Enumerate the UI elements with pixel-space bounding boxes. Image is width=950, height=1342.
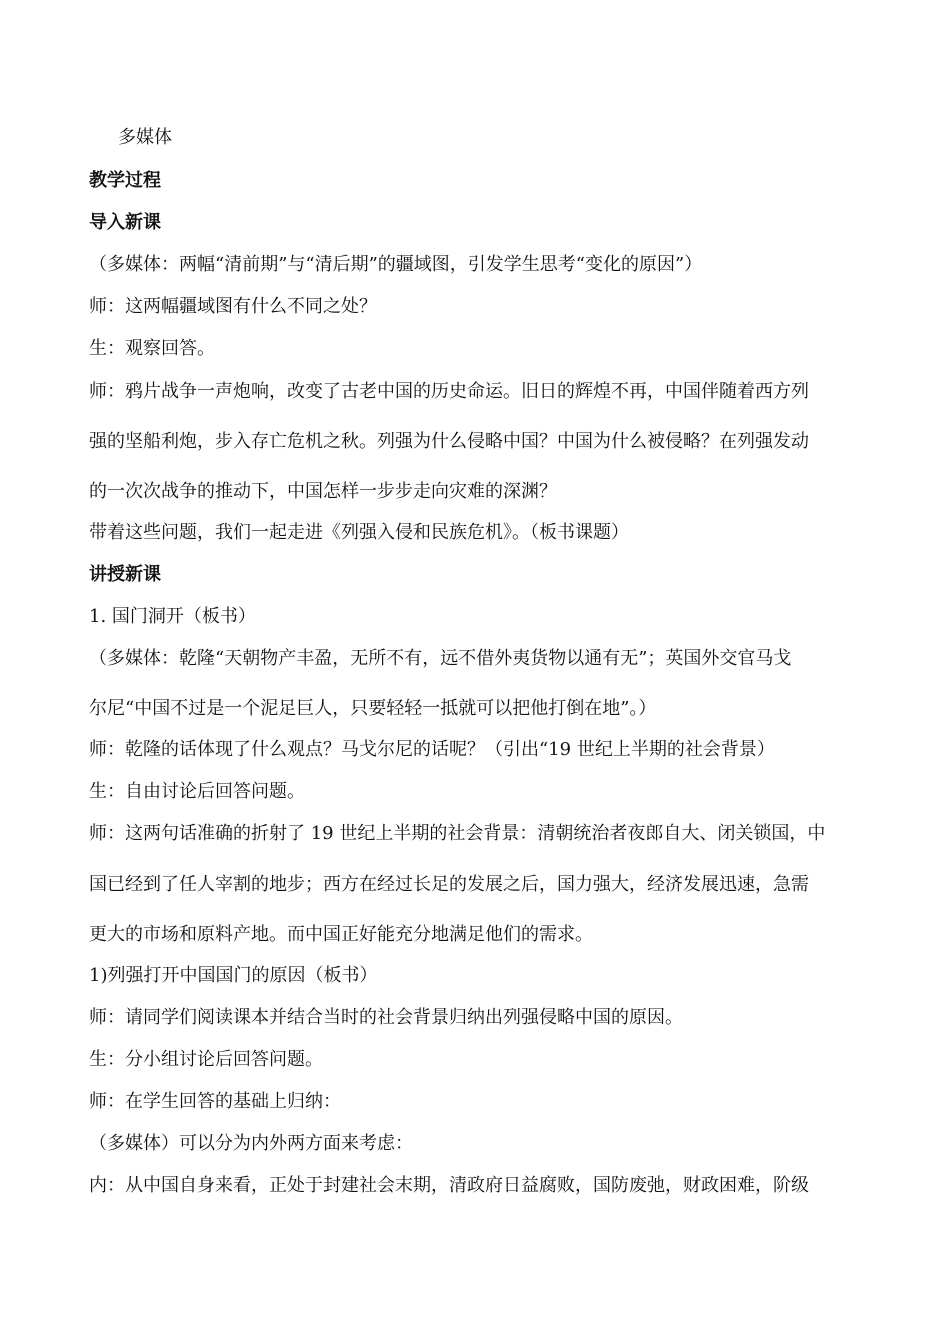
text-line: 内：从中国自身来看，正处于封建社会末期，清政府日益腐败，国防废弛，财政困难，阶级 [89, 1175, 809, 1196]
text-line: 生：观察回答。 [89, 338, 215, 359]
text-line: 更大的市场和原料产地。而中国正好能充分地满足他们的需求。 [89, 924, 593, 945]
text-line: 师：请同学们阅读课本并结合当时的社会背景归纳出列强侵略中国的原因。 [89, 1007, 683, 1028]
section-heading: 导入新课 [89, 212, 161, 233]
section-heading: 教学过程 [89, 170, 161, 191]
text-line: （多媒体）可以分为内外两方面来考虑： [89, 1133, 413, 1154]
text-line: 1)列强打开中国国门的原因（板书） [89, 965, 378, 986]
text-line: 的一次次战争的推动下，中国怎样一步步走向灾难的深渊？ [89, 481, 557, 502]
text-line: 师：这两句话准确的折射了 19 世纪上半期的社会背景：清朝统治者夜郎自大、闭关锁国，中 [89, 823, 826, 844]
text-line: 师：乾隆的话体现了什么观点？马戈尔尼的话呢？（引出“19 世纪上半期的社会背景） [89, 739, 775, 760]
text-line: 生：分小组讨论后回答问题。 [89, 1049, 323, 1070]
text-line: 强的坚船利炮，步入存亡危机之秋。列强为什么侵略中国？中国为什么被侵略？在列强发动 [89, 431, 809, 452]
text-line: 师：这两幅疆域图有什么不同之处？ [89, 296, 377, 317]
text-line: 带着这些问题，我们一起走进《列强入侵和民族危机》。（板书课题） [89, 522, 629, 543]
text-line: （多媒体：乾隆“天朝物产丰盈，无所不有，远不借外夷货物以通有无”；英国外交官马戈 [89, 648, 792, 669]
section-heading: 讲授新课 [89, 564, 161, 585]
text-line: （多媒体：两幅“清前期”与“清后期”的疆域图，引发学生思考“变化的原因”） [89, 254, 703, 275]
text-line: 国已经到了任人宰割的地步；西方在经过长足的发展之后，国力强大，经济发展迅速，急需 [89, 874, 809, 895]
text-line: 多媒体 [118, 127, 172, 148]
text-line: 生：自由讨论后回答问题。 [89, 781, 305, 802]
text-line: 师：鸦片战争一声炮响，改变了古老中国的历史命运。旧日的辉煌不再，中国伴随着西方列 [89, 381, 809, 402]
text-line: 尔尼“中国不过是一个泥足巨人，只要轻轻一抵就可以把他打倒在地”。） [89, 698, 657, 719]
text-line: 师：在学生回答的基础上归纳： [89, 1091, 341, 1112]
text-line: 1. 国门洞开（板书） [89, 606, 256, 627]
